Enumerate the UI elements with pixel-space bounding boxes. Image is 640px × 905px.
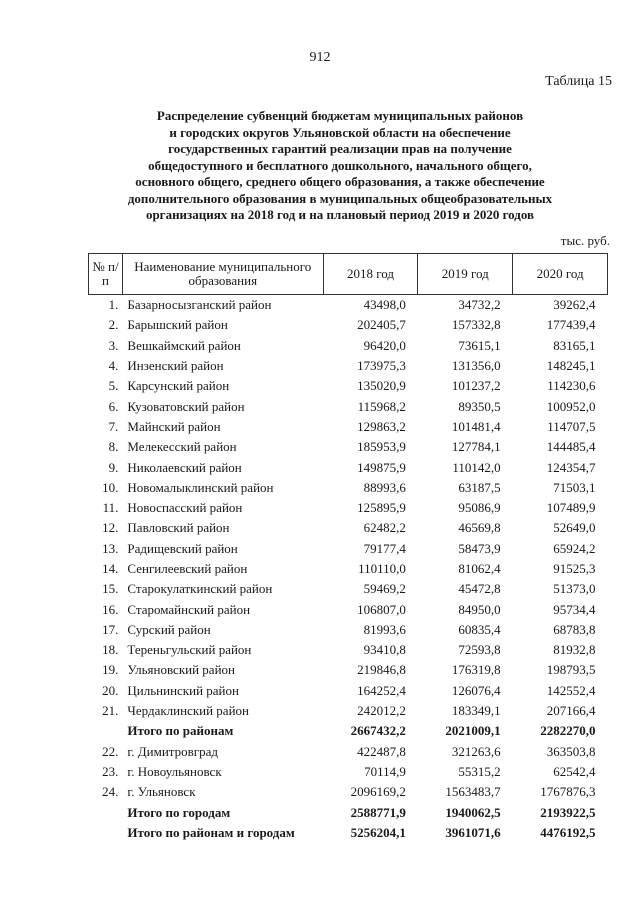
table-row	[89, 336, 608, 356]
row-name: Кузоватовский район	[127, 398, 245, 414]
row-num: 11.	[102, 500, 119, 516]
value-2019: 1940062,5	[445, 804, 501, 820]
row-name: Итого по районам	[127, 723, 234, 739]
value-2018: 62482,2	[363, 520, 406, 536]
table-row	[89, 620, 608, 640]
value-2020: 144485,4	[546, 439, 596, 455]
table-row	[89, 681, 608, 701]
row-num: 18.	[102, 642, 119, 658]
table-row	[89, 295, 608, 316]
value-2019: 34732,2	[458, 297, 501, 313]
row-num: 2.	[108, 317, 119, 333]
value-2020: 2282270,0	[540, 723, 596, 739]
table-row	[89, 742, 608, 762]
row-name: г. Ульяновск	[127, 784, 196, 800]
row-num: 21.	[102, 703, 119, 719]
row-name: г. Новоульяновск	[127, 763, 222, 779]
row-name: г. Димитровград	[127, 743, 218, 759]
header-name: Наименование муниципального образования	[122, 254, 323, 295]
value-2018: 202405,7	[357, 317, 406, 333]
row-name: Новомалыклинский район	[127, 479, 274, 495]
value-2020: 65924,2	[553, 540, 596, 556]
value-2018: 422487,8	[357, 743, 406, 759]
row-num: 15.	[102, 581, 119, 597]
header-2020: 2020 год	[513, 254, 608, 295]
value-2020: 39262,4	[553, 297, 596, 313]
value-2019: 101481,4	[451, 418, 501, 434]
table-row	[89, 478, 608, 498]
table-row	[89, 599, 608, 619]
value-2018: 81993,6	[363, 621, 406, 637]
value-2019: 1563483,7	[445, 784, 501, 800]
table-row	[89, 640, 608, 660]
row-num: 4.	[108, 358, 119, 374]
value-2018: 149875,9	[357, 459, 406, 475]
row-num: 12.	[102, 520, 119, 536]
value-2018: 242012,2	[357, 703, 406, 719]
row-name: Вешкаймский район	[127, 337, 241, 353]
value-2020: 4476192,5	[540, 824, 596, 840]
row-num: 19.	[102, 662, 119, 678]
row-name: Чердаклинский район	[127, 703, 249, 719]
row-num: 16.	[102, 601, 119, 617]
value-2019: 101237,2	[451, 378, 501, 394]
value-2018: 93410,8	[363, 642, 406, 658]
table-row	[89, 539, 608, 559]
title-line: организациях на 2018 год и на плановый период 2019 и 2020 годов	[145, 207, 535, 222]
value-2019: 89350,5	[458, 398, 501, 414]
row-name: Инзенский район	[127, 358, 224, 374]
row-num: 1.	[108, 297, 119, 313]
table-body	[89, 295, 608, 844]
value-2018: 96420,0	[363, 337, 406, 353]
row-name: Майнский район	[127, 418, 221, 434]
row-name: Тереньгульский район	[127, 642, 252, 658]
document-title	[70, 108, 610, 224]
table-row	[89, 782, 608, 802]
value-2019: 84950,0	[458, 601, 501, 617]
subvention-table	[88, 253, 608, 843]
table-row	[89, 396, 608, 416]
value-2020: 114230,6	[547, 378, 596, 394]
value-2018: 115968,2	[357, 398, 406, 414]
value-2018: 79177,4	[363, 540, 406, 556]
title-line: и городских округов Ульяновской области на обеспечение	[169, 124, 511, 140]
value-2020: 62542,4	[553, 763, 596, 779]
value-2020: 81932,8	[553, 642, 596, 658]
value-2019: 73615,1	[458, 337, 501, 353]
table-row	[89, 762, 608, 782]
value-2019: 110142,0	[452, 459, 501, 475]
value-2020: 142552,4	[546, 682, 596, 698]
row-num	[89, 721, 123, 741]
table-row	[89, 701, 608, 721]
row-name: Итого по районам и городам	[127, 824, 295, 840]
title-line: дополнительного образования в муниципальных общеобразовательных	[127, 190, 553, 206]
value-2020: 100952,0	[546, 398, 596, 414]
row-name: Радищевский район	[127, 540, 238, 556]
table-row	[89, 579, 608, 599]
row-num: 7.	[108, 418, 119, 434]
header-2019: 2019 год	[418, 254, 513, 295]
value-2019: 63187,5	[458, 479, 501, 495]
table-total-row	[89, 802, 608, 822]
value-2019: 95086,9	[458, 500, 501, 516]
value-2020: 52649,0	[553, 520, 596, 536]
value-2018: 2588771,9	[350, 804, 406, 820]
row-num: 23.	[102, 763, 119, 779]
table-row	[89, 356, 608, 376]
table-total-row	[89, 721, 608, 741]
value-2019: 157332,8	[451, 317, 501, 333]
value-2018: 5256204,1	[350, 824, 406, 840]
value-2019: 3961071,6	[445, 824, 501, 840]
value-2018: 2667432,2	[350, 723, 406, 739]
row-name: Старомайнский район	[127, 601, 251, 617]
row-name: Павловский район	[127, 520, 230, 536]
page-number: 912	[309, 50, 331, 65]
row-name: Сурский район	[127, 621, 211, 637]
value-2020: 363503,8	[546, 743, 596, 759]
value-2018: 125895,9	[357, 500, 406, 516]
value-2019: 127784,1	[451, 439, 501, 455]
value-2018: 43498,0	[363, 297, 406, 313]
row-num	[89, 823, 123, 843]
value-2018: 88993,6	[363, 479, 406, 495]
unit-label: тыс. руб.	[560, 233, 610, 248]
table-row	[89, 518, 608, 538]
table-row	[89, 457, 608, 477]
value-2020: 114707,5	[547, 418, 596, 434]
table-row	[89, 437, 608, 457]
value-2018: 129863,2	[357, 418, 406, 434]
value-2020: 177439,4	[546, 317, 596, 333]
value-2019: 321263,6	[451, 743, 501, 759]
row-name: Мелекесский район	[127, 439, 237, 455]
value-2020: 1767876,3	[540, 784, 596, 800]
row-num: 14.	[102, 561, 119, 576]
table-row	[89, 417, 608, 437]
row-name: Николаевский район	[127, 459, 242, 475]
value-2019: 55315,2	[458, 763, 501, 779]
row-num: 8.	[108, 439, 119, 455]
value-2020: 198793,5	[546, 662, 596, 678]
row-num: 6.	[108, 398, 119, 414]
value-2020: 91525,3	[553, 561, 596, 576]
value-2020: 68783,8	[553, 621, 596, 637]
value-2018: 135020,9	[357, 378, 406, 394]
table-label: Таблица 15	[545, 74, 612, 89]
title-line: Распределение субвенций бюджетам муниципальных районов	[156, 108, 524, 123]
value-2019: 131356,0	[451, 358, 501, 374]
value-2020: 207166,4	[546, 703, 596, 719]
value-2020: 148245,1	[546, 358, 596, 374]
row-name: Базарносызганский район	[127, 297, 272, 313]
value-2018: 173975,3	[357, 358, 406, 374]
table-row	[89, 660, 608, 680]
value-2020: 51373,0	[553, 581, 596, 597]
value-2019: 46569,8	[458, 520, 501, 536]
value-2019: 45472,8	[458, 581, 501, 597]
value-2020: 71503,1	[553, 479, 596, 495]
value-2018: 106807,0	[357, 601, 406, 617]
value-2019: 72593,8	[458, 642, 501, 658]
header-2018: 2018 год	[323, 254, 418, 295]
value-2018: 2096169,2	[350, 784, 406, 800]
value-2018: 219846,8	[357, 662, 406, 678]
value-2020: 107489,9	[546, 500, 596, 516]
row-num	[89, 802, 123, 822]
row-name: Цильнинский район	[127, 682, 239, 698]
table-row	[89, 376, 608, 396]
value-2020: 2193922,5	[540, 804, 596, 820]
title-line: общедоступного и бесплатного дошкольного, начального общего,	[148, 157, 532, 173]
value-2019: 183349,1	[451, 703, 501, 719]
row-num: 9.	[108, 459, 119, 475]
title-line: основного общего, среднего общего образования, а также обеспечение	[135, 174, 545, 189]
table-header-row	[89, 254, 608, 295]
value-2020: 83165,1	[553, 337, 596, 353]
row-num: 10.	[102, 479, 119, 495]
table-total-row	[89, 823, 608, 843]
row-name: Итого по городам	[127, 804, 231, 820]
value-2019: 2021009,1	[445, 723, 501, 739]
value-2020: 95734,4	[553, 601, 596, 617]
value-2019: 58473,9	[458, 540, 501, 556]
value-2020: 124354,7	[546, 459, 596, 475]
row-name: Карсунский район	[127, 378, 230, 394]
row-num: 5.	[108, 378, 119, 394]
value-2019: 81062,4	[458, 561, 501, 576]
value-2018: 185953,9	[357, 439, 406, 455]
table-row	[89, 315, 608, 335]
value-2018: 59469,2	[363, 581, 406, 597]
row-num: 17.	[102, 621, 119, 637]
row-num: 24.	[102, 784, 119, 800]
value-2019: 60835,4	[458, 621, 501, 637]
value-2018: 110110,0	[358, 561, 406, 576]
row-name: Сенгилеевский район	[127, 561, 248, 576]
value-2019: 176319,8	[451, 662, 501, 678]
row-num: 13.	[102, 540, 119, 556]
table-row	[89, 559, 608, 579]
header-num: № п/п	[89, 254, 123, 295]
value-2018: 70114,9	[364, 763, 406, 779]
row-num: 22.	[102, 743, 119, 759]
row-num: 20.	[102, 682, 119, 698]
row-num: 3.	[108, 337, 119, 353]
row-name: Ульяновский район	[127, 662, 235, 678]
title-line: государственных гарантий реализации прав на получение	[168, 141, 512, 156]
row-name: Старокулаткинский район	[127, 581, 273, 597]
row-name: Новоспасский район	[127, 500, 243, 516]
table-row	[89, 498, 608, 518]
value-2018: 164252,4	[357, 682, 406, 698]
row-name: Барышский район	[127, 317, 228, 333]
value-2019: 126076,4	[451, 682, 501, 698]
